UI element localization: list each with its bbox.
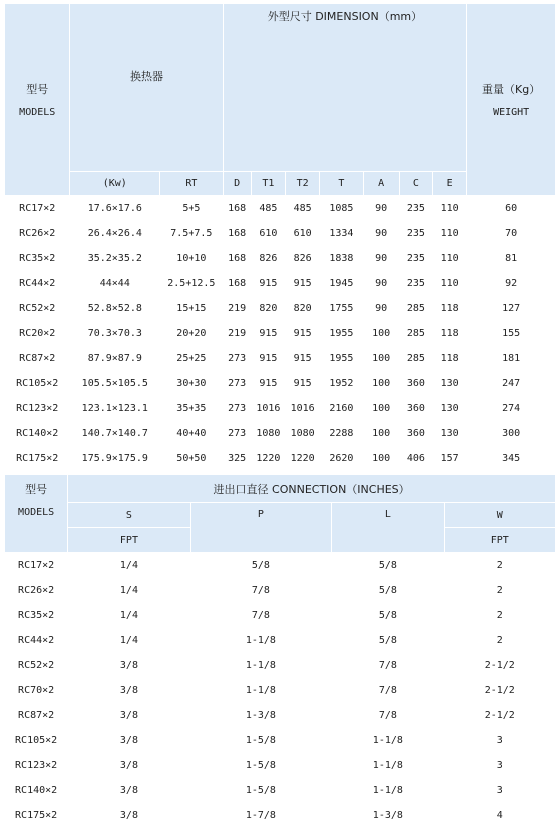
model-cn-label: 型号 (26, 83, 49, 96)
e-cell: 157 (433, 446, 466, 470)
s-cell: 3/8 (68, 703, 189, 727)
e-cell: 130 (433, 396, 466, 420)
d-cell: 273 (224, 421, 251, 445)
d-cell: 168 (224, 221, 251, 245)
subheader-t1: T1 (252, 172, 285, 195)
weight-cell: 247 (467, 371, 555, 395)
s-cell: 3/8 (68, 778, 189, 802)
dimension-table (4, 3, 556, 471)
conn-unit-s: FPT (68, 528, 189, 552)
conn-col-header-row (5, 503, 555, 527)
l-cell: 5/8 (332, 628, 443, 652)
t-cell: 1755 (320, 296, 362, 320)
conn-header-s: S (68, 503, 189, 527)
c-cell: 406 (400, 446, 432, 470)
t1-cell: 826 (252, 246, 285, 270)
weight-cell: 181 (467, 346, 555, 370)
model-cell: RC52×2 (5, 296, 69, 320)
l-cell: 7/8 (332, 703, 443, 727)
dimension-table-row (5, 246, 555, 270)
p-cell: 1-1/8 (191, 678, 332, 702)
c-cell: 285 (400, 321, 432, 345)
kw-cell: 44×44 (70, 271, 159, 295)
model-cell: RC52×2 (5, 653, 67, 677)
a-cell: 90 (364, 271, 399, 295)
t2-cell: 826 (286, 246, 319, 270)
model-cell: RC105×2 (5, 728, 67, 752)
model-en-label: MODELS (19, 107, 56, 118)
rt-cell: 30+30 (160, 371, 222, 395)
p-cell: 7/8 (191, 578, 332, 602)
kw-cell: 70.3×70.3 (70, 321, 159, 345)
conn-header-l: L (332, 503, 443, 552)
p-cell: 1-1/8 (191, 653, 332, 677)
d-cell: 219 (224, 296, 251, 320)
model-cell: RC175×2 (5, 446, 69, 470)
p-cell: 1-5/8 (191, 778, 332, 802)
e-cell: 110 (433, 196, 466, 220)
p-cell: 1-5/8 (191, 753, 332, 777)
dimension-table-row (5, 221, 555, 245)
model-cell: RC17×2 (5, 196, 69, 220)
c-cell: 360 (400, 421, 432, 445)
l-cell: 5/8 (332, 578, 443, 602)
l-cell: 5/8 (332, 553, 443, 577)
a-cell: 90 (364, 246, 399, 270)
subheader-t: T (320, 172, 362, 195)
t1-cell: 1016 (252, 396, 285, 420)
t2-cell: 915 (286, 321, 319, 345)
w-cell: 2 (445, 603, 555, 627)
rt-cell: 20+20 (160, 321, 222, 345)
t-cell: 2288 (320, 421, 362, 445)
connection-header (68, 475, 555, 502)
t1-cell: 1080 (252, 421, 285, 445)
w-cell: 4 (445, 803, 555, 827)
dimension-table-row (5, 396, 555, 420)
w-cell: 2 (445, 553, 555, 577)
weight-cell: 127 (467, 296, 555, 320)
d-cell: 219 (224, 321, 251, 345)
conn-model-en-label: MODELS (18, 507, 55, 518)
e-cell: 118 (433, 346, 466, 370)
connection-table-row (5, 628, 555, 652)
kw-cell: 17.6×17.6 (70, 196, 159, 220)
t2-cell: 915 (286, 271, 319, 295)
w-cell: 2-1/2 (445, 653, 555, 677)
conn-model-cn-label: 型号 (25, 483, 48, 496)
t2-cell: 915 (286, 346, 319, 370)
t-cell: 1085 (320, 196, 362, 220)
l-cell: 7/8 (332, 678, 443, 702)
model-cell: RC20×2 (5, 321, 69, 345)
weight-cell: 81 (467, 246, 555, 270)
weight-en-label: WEIGHT (493, 107, 530, 118)
w-cell: 3 (445, 728, 555, 752)
t-cell: 1945 (320, 271, 362, 295)
conn-models-header-cell (5, 475, 67, 552)
t-cell: 1838 (320, 246, 362, 270)
dimension-table-row (5, 321, 555, 345)
d-cell: 273 (224, 346, 251, 370)
connection-table-row (5, 778, 555, 802)
t-cell: 1952 (320, 371, 362, 395)
s-cell: 3/8 (68, 803, 189, 827)
connection-table-row (5, 553, 555, 577)
l-cell: 5/8 (332, 603, 443, 627)
model-cell: RC35×2 (5, 603, 67, 627)
rt-cell: 35+35 (160, 396, 222, 420)
a-cell: 90 (364, 221, 399, 245)
subheader-t2: T2 (286, 172, 319, 195)
dimension-table-row (5, 271, 555, 295)
w-cell: 2-1/2 (445, 678, 555, 702)
weight-cell: 345 (467, 446, 555, 470)
conn-header-w: W (445, 503, 555, 527)
model-cell: RC44×2 (5, 271, 69, 295)
model-cell: RC17×2 (5, 553, 67, 577)
s-cell: 1/4 (68, 603, 189, 627)
dimension-table-row (5, 421, 555, 445)
p-cell: 1-3/8 (191, 703, 332, 727)
l-cell: 1-1/8 (332, 778, 443, 802)
t1-cell: 915 (252, 321, 285, 345)
model-cell: RC175×2 (5, 803, 67, 827)
d-cell: 273 (224, 371, 251, 395)
weight-cn-label: 重量（Kg） (482, 83, 541, 96)
weight-cell: 60 (467, 196, 555, 220)
connection-table-row (5, 678, 555, 702)
a-cell: 100 (364, 371, 399, 395)
s-cell: 1/4 (68, 628, 189, 652)
d-cell: 168 (224, 271, 251, 295)
w-cell: 2-1/2 (445, 703, 555, 727)
p-cell: 5/8 (191, 553, 332, 577)
connection-table-row (5, 653, 555, 677)
l-cell: 1-3/8 (332, 803, 443, 827)
model-cell: RC105×2 (5, 371, 69, 395)
l-cell: 7/8 (332, 653, 443, 677)
kw-cell: 26.4×26.4 (70, 221, 159, 245)
subheader-e: E (433, 172, 466, 195)
rt-cell: 25+25 (160, 346, 222, 370)
subheader-rt: RT (160, 172, 222, 195)
connection-table-row (5, 753, 555, 777)
p-cell: 7/8 (191, 603, 332, 627)
t1-cell: 1220 (252, 446, 285, 470)
t2-cell: 1080 (286, 421, 319, 445)
kw-cell: 140.7×140.7 (70, 421, 159, 445)
rt-cell: 40+40 (160, 421, 222, 445)
model-cell: RC87×2 (5, 703, 67, 727)
dimension-table-row (5, 446, 555, 470)
l-cell: 1-1/8 (332, 753, 443, 777)
s-cell: 1/4 (68, 553, 189, 577)
p-cell: 1-5/8 (191, 728, 332, 752)
t2-cell: 820 (286, 296, 319, 320)
t1-cell: 610 (252, 221, 285, 245)
e-cell: 110 (433, 246, 466, 270)
models-header-cell (5, 4, 69, 195)
t2-cell: 915 (286, 371, 319, 395)
weight-cell: 155 (467, 321, 555, 345)
model-cell: RC87×2 (5, 346, 69, 370)
dimension-header (224, 4, 467, 171)
t-cell: 2620 (320, 446, 362, 470)
t-cell: 1955 (320, 321, 362, 345)
a-cell: 100 (364, 321, 399, 345)
model-cell: RC35×2 (5, 246, 69, 270)
a-cell: 100 (364, 421, 399, 445)
t-cell: 2160 (320, 396, 362, 420)
weight-cell: 274 (467, 396, 555, 420)
d-cell: 325 (224, 446, 251, 470)
w-cell: 2 (445, 628, 555, 652)
kw-cell: 52.8×52.8 (70, 296, 159, 320)
subheader-a: A (364, 172, 399, 195)
e-cell: 130 (433, 421, 466, 445)
s-cell: 3/8 (68, 728, 189, 752)
t2-cell: 610 (286, 221, 319, 245)
model-cell: RC70×2 (5, 678, 67, 702)
e-cell: 118 (433, 296, 466, 320)
connection-title: 进出口直径 CONNECTION（INCHES） (213, 482, 410, 496)
model-cell: RC123×2 (5, 753, 67, 777)
connection-table-row (5, 603, 555, 627)
d-cell: 168 (224, 246, 251, 270)
kw-cell: 175.9×175.9 (70, 446, 159, 470)
s-cell: 3/8 (68, 653, 189, 677)
dimension-table-row (5, 196, 555, 220)
t2-cell: 1220 (286, 446, 319, 470)
rt-cell: 2.5+12.5 (160, 271, 222, 295)
rt-cell: 10+10 (160, 246, 222, 270)
kw-cell: 123.1×123.1 (70, 396, 159, 420)
w-cell: 3 (445, 753, 555, 777)
model-cell: RC26×2 (5, 221, 69, 245)
dimension-table-row (5, 346, 555, 370)
model-cell: RC44×2 (5, 628, 67, 652)
a-cell: 90 (364, 196, 399, 220)
s-cell: 3/8 (68, 678, 189, 702)
s-cell: 1/4 (68, 578, 189, 602)
model-cell: RC123×2 (5, 396, 69, 420)
rt-cell: 5+5 (160, 196, 222, 220)
w-cell: 3 (445, 778, 555, 802)
t2-cell: 1016 (286, 396, 319, 420)
p-cell: 1-1/8 (191, 628, 332, 652)
e-cell: 110 (433, 221, 466, 245)
c-cell: 235 (400, 271, 432, 295)
dimension-title: 外型尺寸 DIMENSION（mm） (267, 10, 423, 23)
d-cell: 273 (224, 396, 251, 420)
weight-cell: 92 (467, 271, 555, 295)
subheader-d: D (224, 172, 251, 195)
weight-cell: 300 (467, 421, 555, 445)
a-cell: 90 (364, 296, 399, 320)
connection-table-row (5, 803, 555, 827)
conn-header-p: P (191, 503, 332, 552)
a-cell: 100 (364, 346, 399, 370)
e-cell: 118 (433, 321, 466, 345)
weight-cell: 70 (467, 221, 555, 245)
c-cell: 360 (400, 371, 432, 395)
dimension-table-row (5, 371, 555, 395)
connection-table (4, 474, 556, 828)
e-cell: 110 (433, 271, 466, 295)
t1-cell: 915 (252, 371, 285, 395)
rt-cell: 50+50 (160, 446, 222, 470)
kw-cell: 105.5×105.5 (70, 371, 159, 395)
l-cell: 1-1/8 (332, 728, 443, 752)
dimension-table-row (5, 296, 555, 320)
subheader-c: C (400, 172, 432, 195)
rt-cell: 15+15 (160, 296, 222, 320)
t1-cell: 485 (252, 196, 285, 220)
weight-header-cell (467, 4, 555, 195)
t1-cell: 915 (252, 346, 285, 370)
kw-cell: 35.2×35.2 (70, 246, 159, 270)
t-cell: 1955 (320, 346, 362, 370)
d-cell: 168 (224, 196, 251, 220)
t1-cell: 915 (252, 271, 285, 295)
p-cell: 1-7/8 (191, 803, 332, 827)
kw-cell: 87.9×87.9 (70, 346, 159, 370)
t-cell: 1334 (320, 221, 362, 245)
c-cell: 235 (400, 246, 432, 270)
connection-table-row (5, 578, 555, 602)
c-cell: 285 (400, 296, 432, 320)
t1-cell: 820 (252, 296, 285, 320)
s-cell: 3/8 (68, 753, 189, 777)
c-cell: 235 (400, 221, 432, 245)
c-cell: 235 (400, 196, 432, 220)
w-cell: 2 (445, 578, 555, 602)
dimension-table-body (5, 196, 555, 470)
exchanger-header: 换热器 (70, 4, 222, 171)
a-cell: 100 (364, 396, 399, 420)
model-cell: RC140×2 (5, 778, 67, 802)
rt-cell: 7.5+7.5 (160, 221, 222, 245)
a-cell: 100 (364, 446, 399, 470)
c-cell: 285 (400, 346, 432, 370)
connection-table-row (5, 728, 555, 752)
subheader-kw: (Kw) (70, 172, 159, 195)
connection-table-row (5, 703, 555, 727)
connection-table-body (5, 553, 555, 827)
c-cell: 360 (400, 396, 432, 420)
model-cell: RC140×2 (5, 421, 69, 445)
e-cell: 130 (433, 371, 466, 395)
t2-cell: 485 (286, 196, 319, 220)
model-cell: RC26×2 (5, 578, 67, 602)
conn-unit-w: FPT (445, 528, 555, 552)
